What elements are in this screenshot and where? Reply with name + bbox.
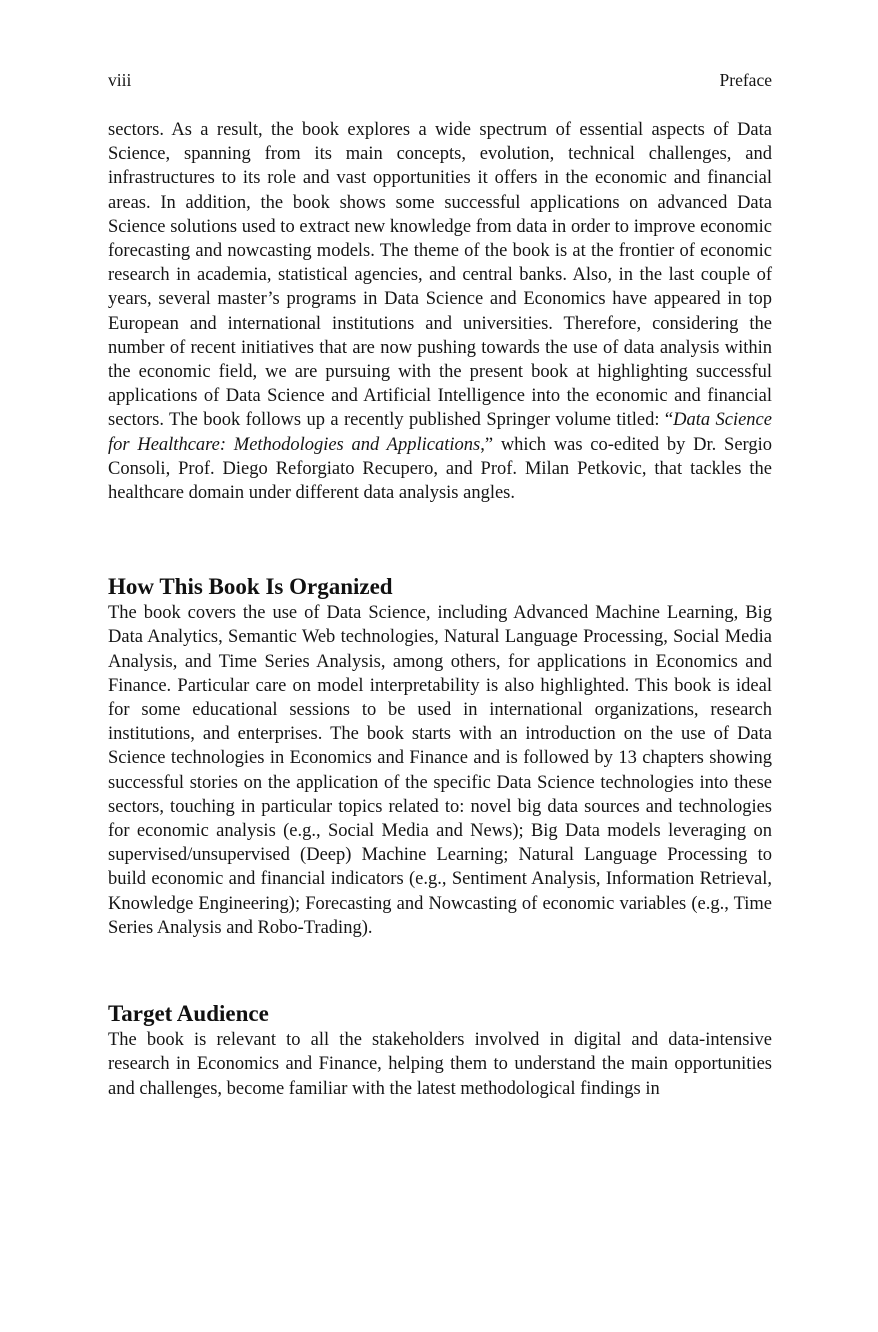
paragraph-intro-continuation: ,” which was co-edited by Dr. Sergio Consoli, Prof. Diego Reforgiato Recupero, and Prof. Milan Petkovic, that tackles the healthcare domain under different data analysis angles. — [108, 434, 772, 504]
referenced-book-title: Data Science for Healthcare: Methodologies and Applications — [108, 410, 772, 455]
page-number: viii — [108, 70, 132, 90]
paragraph-intro-text: sectors. As a result, the book explores a wide spectrum of essential aspects of Data Science, spanning from its main concepts, evolution, technical challenges, and infrastructures to its role and vast opportunities it offers in the economic and financial areas. In addition, the book shows some successful applications on advanced Data Science solutions used to extract new knowledge from data in order to improve economic forecasting and nowcasting models. The theme of the book is at the frontier of economic research in academia, statistical agencies, and central banks. Also, in the last couple of years, several master’s programs in Data Science and Economics have appeared in top European and international institutions and universities. Therefore, considering the number of recent initiatives that are now pushing towards the use of data analysis within the economic field, we are pursuing with the present book at highlighting successful applications of Data Science and Artificial Intelligence into the economic and financial sectors. The book follows up a recently published Springer volume titled: “ — [108, 120, 772, 431]
section-heading-how-this-book-is-organized: How This Book Is Organized — [108, 574, 393, 600]
paragraph-intro — [108, 118, 772, 505]
paragraph-target-audience: The book is relevant to all the stakeholders involved in digital and data-intensive research in Economics and Finance, helping them to understand the main opportunities and challenges, become familiar with the latest methodological findings in — [108, 1030, 772, 1099]
section-heading-target-audience: Target Audience — [108, 1001, 269, 1027]
paragraph-how-organized: The book covers the use of Data Science, including Advanced Machine Learning, Big Data Analytics, Semantic Web technologies, Natural Language Processing, Social Media Analysis, and Time Series Analysis, among others, for applications in Economics and Finance. Particular care on model interpretability is also highlighted. This book is ideal for some educational sessions to be used in international organizations, research institutions, and enterprises. The book starts with an introduction on the use of Data Science technologies in Economics and Finance and is followed by 13 chapters showing successful stories on the application of the specific Data Science technologies into these sectors, touching in particular topics related to: novel big data sources and technologies for economic analysis (e.g., Social Media and News); Big Data models leveraging on supervised/unsupervised (Deep) Machine Learning; Natural Language Processing to build economic and financial indicators (e.g., Sentiment Analysis, Information Retrieval, Knowledge Engineering); Forecasting and Nowcasting of economic variables (e.g., Time Series Analysis and Robo-Trading). — [108, 603, 772, 938]
running-head — [108, 69, 772, 91]
running-title: Preface — [719, 70, 772, 90]
